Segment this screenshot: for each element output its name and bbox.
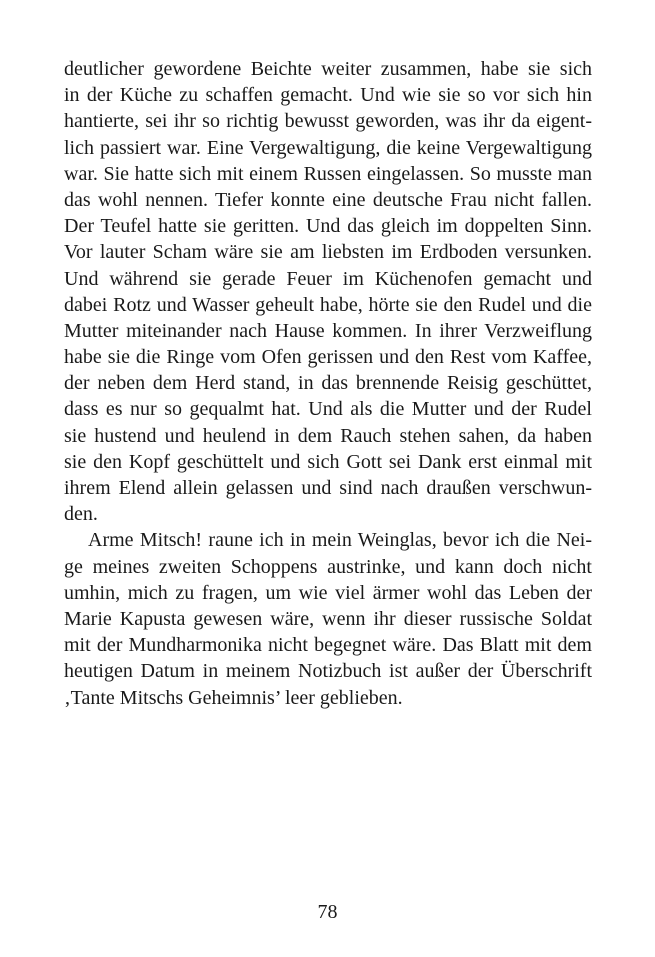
text-line: hantierte, sei ihr so richtig bewusst geworden, was ihr da eigent- [64, 110, 592, 133]
text-line: sie den Kopf geschüttelt und sich Gott sei Dank erst einmal mit [64, 450, 592, 473]
paragraph-1 [64, 56, 592, 527]
text-line: dass es nur so gequalmt hat. Und als die Mutter und der Rudel [64, 398, 592, 421]
text-line: umhin, mich zu fragen, um wie viel ärmer wohl das Leben der [64, 581, 592, 604]
text-line: Und während sie gerade Feuer im Küchenofen gemacht und [64, 267, 592, 290]
text-line: Mutter miteinander nach Hause kommen. In ihrer Verzweiflung [64, 319, 592, 342]
text-line: Der Teufel hatte sie geritten. Und das gleich im doppelten Sinn. [64, 215, 592, 238]
text-line: den. [64, 503, 98, 526]
text-line: lich passiert war. Eine Vergewaltigung, die keine Vergewaltigung [64, 136, 592, 159]
text-line: Arme Mitsch! raune ich in mein Weinglas, bevor ich die Nei- [88, 529, 592, 552]
text-line: ‚Tante Mitschs Geheimnis’ leer geblieben. [64, 686, 403, 709]
page-number: 78 [317, 901, 338, 923]
text-line: ge meines zweiten Schoppens austrinke, und kann doch nicht [64, 555, 592, 578]
text-line: habe sie die Ringe vom Ofen gerissen und den Rest vom Kaffee, [64, 346, 592, 369]
text-line: in der Küche zu schaffen gemacht. Und wie sie so vor sich hin [64, 84, 592, 107]
text-line: der neben dem Herd stand, in das brennende Reisig geschüttet, [64, 372, 592, 395]
text-line: sie hustend und heulend in dem Rauch stehen sahen, da haben [64, 424, 592, 447]
text-line: heutigen Datum in meinem Notizbuch ist außer der Überschrift [64, 660, 592, 683]
text-line: deutlicher gewordene Beichte weiter zusammen, habe sie sich [64, 58, 592, 80]
paragraph-2 [64, 527, 592, 710]
text-line: dabei Rotz und Wasser geheult habe, hörte sie den Rudel und die [64, 293, 592, 316]
page-text-block [64, 56, 592, 711]
text-line: Vor lauter Scham wäre sie am liebsten im Erdboden versunken. [64, 241, 592, 264]
text-line: war. Sie hatte sich mit einem Russen eingelassen. So musste man [64, 162, 592, 185]
text-line: mit der Mundharmonika nicht begegnet wäre. Das Blatt mit dem [64, 634, 592, 657]
text-line: Marie Kapusta gewesen wäre, wenn ihr dieser russische Soldat [64, 607, 592, 630]
text-line: ihrem Elend allein gelassen und sind nach draußen verschwun- [64, 477, 592, 499]
text-line: das wohl nennen. Tiefer konnte eine deutsche Frau nicht fallen. [64, 188, 592, 211]
